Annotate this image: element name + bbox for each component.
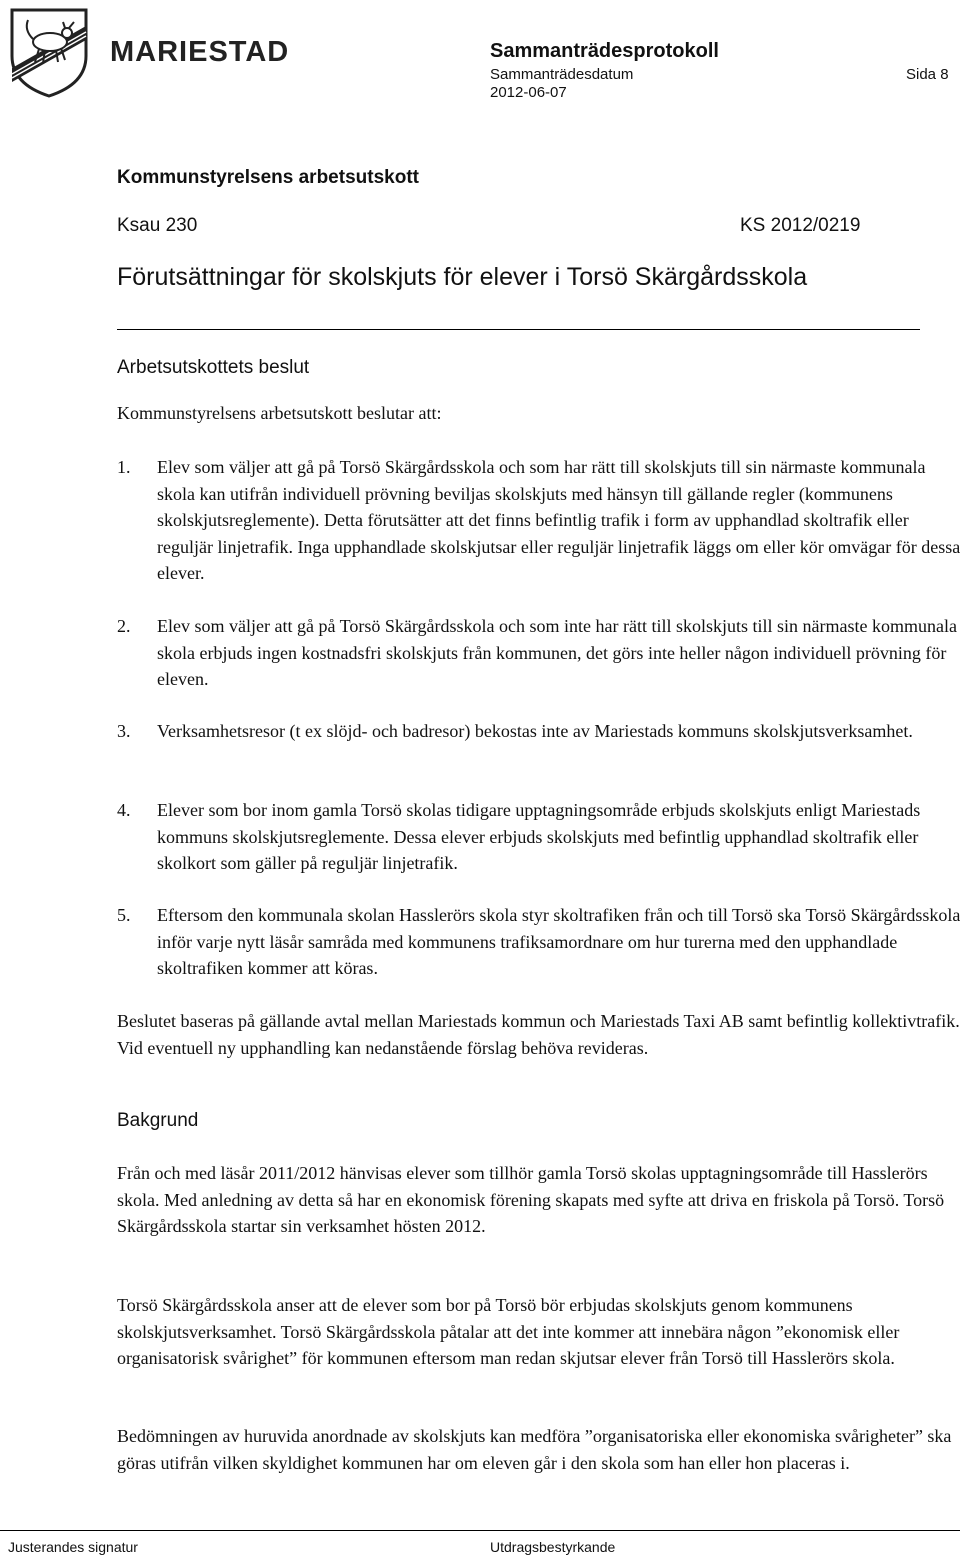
brand-wordmark: MARIESTAD (110, 36, 290, 68)
decision-item-text: Verksamhetsresor (t ex slöjd- och badresor) bekostas inte av Mariestads kommuns skolskjutsverksamhet. (157, 721, 913, 741)
case-number: KS 2012/0219 (740, 215, 861, 236)
decision-item-number: 1. (117, 457, 131, 477)
committee-name: Kommunstyrelsens arbetsutskott (117, 167, 419, 188)
background-heading: Bakgrund (117, 1110, 199, 1131)
background-paragraph: Bedömningen av huruvida anordnade av skolskjuts kan medföra ”organisatoriska eller ekonomiska svårigheter” ska göras utifrån vilken skyldighet kommunen har om eleven går i den skola som han eller hon placeras i. (117, 1426, 952, 1473)
meeting-date-label: Sammanträdesdatum (490, 66, 634, 83)
decision-item-number: 3. (117, 721, 131, 741)
decision-intro: Kommunstyrelsens arbetsutskott beslutar att: (117, 403, 442, 423)
page-header (0, 0, 960, 110)
background-paragraph: Från och med läsår 2011/2012 hänvisas elever som tillhör gamla Torsö skolas upptagningsområde till Hasslerörs skola. Med anledning av detta så har en ekonomisk förening skapats med syfte att driva en friskola på Torsö. Torsö Skärgårdsskola startar sin verksamhet hösten 2012. (117, 1163, 945, 1236)
meeting-date: 2012-06-07 (490, 84, 567, 101)
decision-item-text: Elever som bor inom gamla Torsö skolas tidigare upptagningsområde erbjuds skolskjuts enligt Mariestads kommuns skolskjutsreglemente. Dessa elever erbjuds skolskjuts med befintlig upphandlad skoltrafik eller skolkort som gäller på reguljär linjetrafik. (157, 800, 921, 873)
decision-item-text: Eftersom den kommunala skolan Hasslerörs skola styr skoltrafiken från och till Torsö ska Torsö Skärgårdsskola inför varje nytt läsår samråda med kommunens trafiksamordnare om hur turerna med den upphandlade skoltrafiken kommer att köras. (157, 905, 960, 978)
decision-item-text: Elev som väljer att gå på Torsö Skärgårdsskola och som har rätt till skolskjuts till sin närmaste kommunala skola kan utifrån individuell prövning beviljas skolskjuts med hänsyn till gällande regler (kommunens skolskjutsreglemente). Detta förutsätter att det finns befintlig trafik i form av upphandlad skoltrafik eller reguljär linjetrafik. Inga upphandlade skolskjutsar eller reguljär linjetrafik läggs om eller kör omvägar för dessa elever. (157, 457, 960, 583)
title-divider (117, 329, 920, 330)
footer-divider (0, 1530, 960, 1531)
footer-extract-label: Utdragsbestyrkande (490, 1539, 616, 1555)
footer-signature-label: Justerandes signatur (8, 1539, 138, 1555)
document-type-title: Sammanträdesprotokoll (490, 40, 719, 62)
decision-item-number: 2. (117, 616, 131, 636)
decision-item-text: Elev som väljer att gå på Torsö Skärgårdsskola och som inte har rätt till skolskjuts till sin närmaste kommunala skola erbjuds ingen kostnadsfri skolskjuts från kommunen, det görs inte heller någon individuell prövning för eleven. (157, 616, 957, 689)
mariestad-crest-logo-icon (8, 6, 90, 98)
page-number: Sida 8 (906, 66, 949, 83)
page-title: Förutsättningar för skolskjuts för elever i Torsö Skärgårdsskola (117, 263, 808, 291)
decision-heading: Arbetsutskottets beslut (117, 357, 310, 378)
decision-basis-paragraph: Beslutet baseras på gällande avtal mellan Mariestads kommun och Mariestads Taxi AB samt befintlig kollektivtrafik. Vid eventuell ny upphandling kan nedanstående förslag behöva revideras. (117, 1011, 960, 1058)
decision-item-number: 4. (117, 800, 131, 820)
decision-item-number: 5. (117, 905, 131, 925)
background-paragraph: Torsö Skärgårdsskola anser att de elever som bor på Torsö bör erbjudas skolskjuts genom kommunens skolskjutsverksamhet. Torsö Skärgårdsskola påtalar att det inte kommer att innebära någon ”ekonomisk eller organisatorisk svårighet” för kommunen eftersom man redan skjutsar elever från Torsö till Hasslerörs skola. (117, 1295, 900, 1368)
paragraph-reference: Ksau 230 (117, 215, 198, 236)
